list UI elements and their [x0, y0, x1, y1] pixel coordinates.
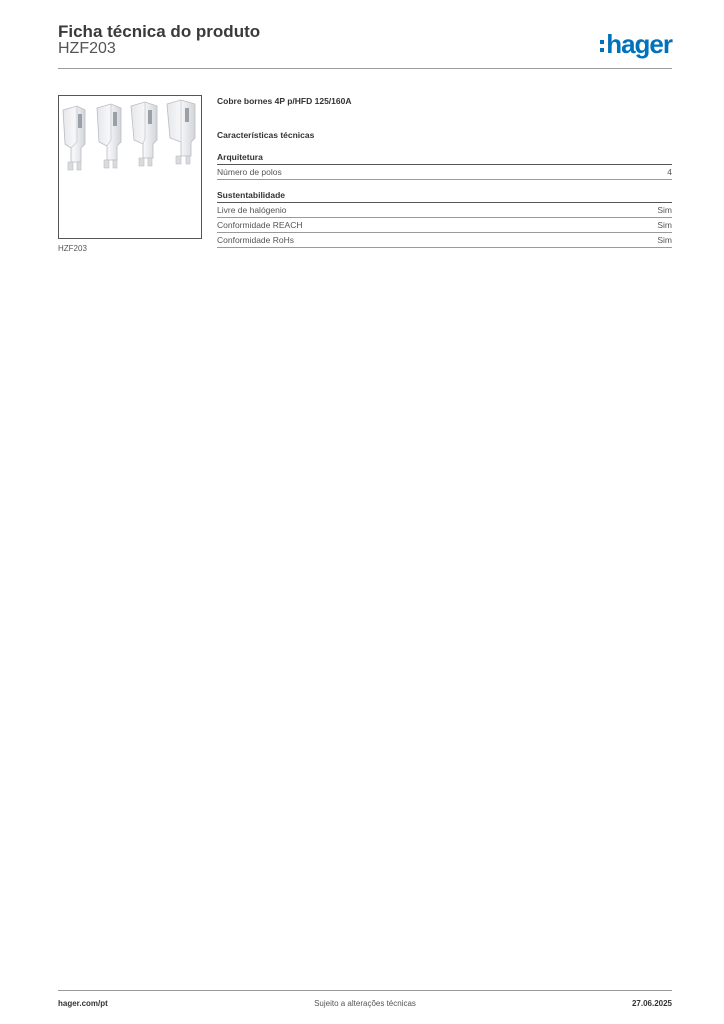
section-title: Características técnicas — [217, 130, 315, 140]
spec-row — [217, 233, 672, 248]
footer-website: hager.com/pt — [58, 999, 108, 1008]
logo-dots-icon — [600, 40, 604, 52]
page-footer — [58, 990, 672, 1021]
spec-value: Sim — [657, 220, 672, 230]
spec-row — [217, 165, 672, 180]
footer-date: 27.06.2025 — [631, 999, 672, 1008]
terminal-covers-product-image — [59, 96, 201, 238]
image-caption: HZF203 — [58, 244, 87, 253]
footer-notice: Sujeito a alterações técnicas — [314, 999, 416, 1008]
group-title: Sustentabilidade — [217, 189, 672, 203]
terminal-cover-1 — [63, 106, 85, 170]
terminal-cover-4 — [167, 100, 195, 164]
spec-content — [217, 95, 672, 248]
logo-text: hager — [606, 29, 672, 59]
terminal-cover-3 — [131, 102, 157, 166]
spec-row — [217, 218, 672, 233]
terminal-cover-2 — [97, 104, 121, 168]
group-title: Arquitetura — [217, 151, 672, 165]
page-title: Ficha técnica do produto — [58, 22, 261, 41]
page-header — [58, 20, 672, 69]
spec-value: Sim — [657, 205, 672, 215]
spec-row — [217, 203, 672, 218]
spec-value: 4 — [667, 167, 672, 177]
spec-label: Conformidade REACH — [217, 220, 303, 230]
product-name: Cobre bornes 4P p/HFD 125/160A — [217, 96, 352, 106]
product-code: HZF203 — [58, 40, 116, 57]
spec-label: Conformidade RoHs — [217, 235, 295, 245]
product-image-frame — [58, 95, 202, 239]
spec-group-architecture — [217, 151, 672, 180]
spec-label: Livre de halógenio — [217, 205, 287, 215]
spec-value: Sim — [657, 235, 672, 245]
hager-logo — [600, 29, 672, 59]
spec-group-sustainability — [217, 189, 672, 248]
spec-label: Número de polos — [217, 167, 282, 177]
